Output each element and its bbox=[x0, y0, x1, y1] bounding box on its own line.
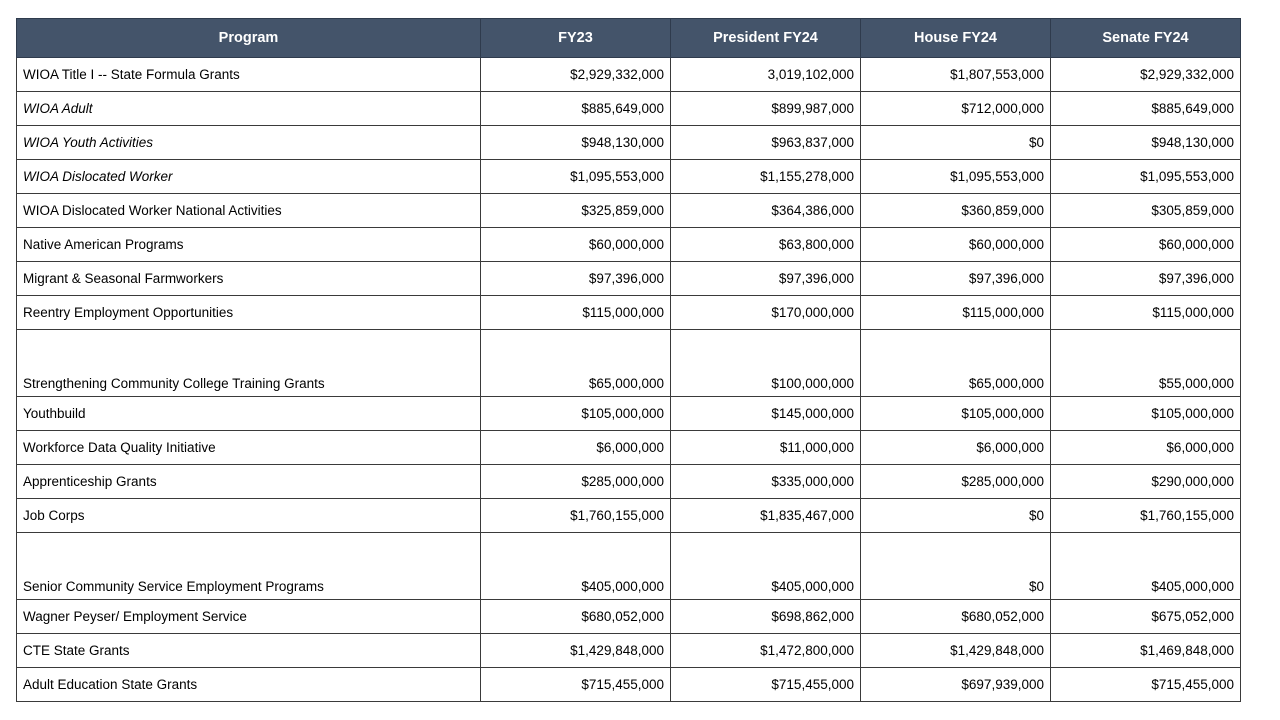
cell-program: Senior Community Service Employment Programs bbox=[17, 533, 481, 600]
cell-president_fy24: $1,155,278,000 bbox=[671, 160, 861, 194]
cell-fy23: $285,000,000 bbox=[481, 465, 671, 499]
cell-fy23: $105,000,000 bbox=[481, 397, 671, 431]
cell-fy23: $325,859,000 bbox=[481, 194, 671, 228]
cell-fy23: $1,760,155,000 bbox=[481, 499, 671, 533]
cell-fy23: $97,396,000 bbox=[481, 262, 671, 296]
table-row bbox=[17, 533, 1241, 600]
cell-fy23: $715,455,000 bbox=[481, 668, 671, 702]
cell-program: WIOA Adult bbox=[17, 92, 481, 126]
cell-program: Job Corps bbox=[17, 499, 481, 533]
cell-program: WIOA Dislocated Worker bbox=[17, 160, 481, 194]
table-row bbox=[17, 92, 1241, 126]
cell-program: Reentry Employment Opportunities bbox=[17, 296, 481, 330]
cell-senate_fy24: $105,000,000 bbox=[1051, 397, 1241, 431]
cell-house_fy24: $680,052,000 bbox=[861, 600, 1051, 634]
cell-program: Migrant & Seasonal Farmworkers bbox=[17, 262, 481, 296]
column-header-president-fy24: President FY24 bbox=[671, 19, 861, 58]
cell-program: Workforce Data Quality Initiative bbox=[17, 431, 481, 465]
cell-fy23: $65,000,000 bbox=[481, 330, 671, 397]
cell-president_fy24: $899,987,000 bbox=[671, 92, 861, 126]
cell-program: Strengthening Community College Training Grants bbox=[17, 330, 481, 397]
cell-senate_fy24: $97,396,000 bbox=[1051, 262, 1241, 296]
cell-president_fy24: $405,000,000 bbox=[671, 533, 861, 600]
cell-fy23: $948,130,000 bbox=[481, 126, 671, 160]
cell-fy23: $115,000,000 bbox=[481, 296, 671, 330]
cell-house_fy24: $697,939,000 bbox=[861, 668, 1051, 702]
cell-program: Adult Education State Grants bbox=[17, 668, 481, 702]
cell-senate_fy24: $1,469,848,000 bbox=[1051, 634, 1241, 668]
cell-president_fy24: $1,835,467,000 bbox=[671, 499, 861, 533]
cell-president_fy24: $963,837,000 bbox=[671, 126, 861, 160]
cell-senate_fy24: $948,130,000 bbox=[1051, 126, 1241, 160]
cell-president_fy24: 3,019,102,000 bbox=[671, 58, 861, 92]
table-row bbox=[17, 330, 1241, 397]
cell-senate_fy24: $55,000,000 bbox=[1051, 330, 1241, 397]
table-header bbox=[17, 19, 1241, 58]
cell-house_fy24: $360,859,000 bbox=[861, 194, 1051, 228]
cell-house_fy24: $115,000,000 bbox=[861, 296, 1051, 330]
cell-house_fy24: $285,000,000 bbox=[861, 465, 1051, 499]
cell-president_fy24: $145,000,000 bbox=[671, 397, 861, 431]
table-row bbox=[17, 58, 1241, 92]
cell-house_fy24: $0 bbox=[861, 126, 1051, 160]
cell-house_fy24: $1,095,553,000 bbox=[861, 160, 1051, 194]
cell-senate_fy24: $405,000,000 bbox=[1051, 533, 1241, 600]
table-row bbox=[17, 160, 1241, 194]
cell-president_fy24: $715,455,000 bbox=[671, 668, 861, 702]
column-header-program: Program bbox=[17, 19, 481, 58]
cell-senate_fy24: $675,052,000 bbox=[1051, 600, 1241, 634]
column-header-senate-fy24: Senate FY24 bbox=[1051, 19, 1241, 58]
cell-program: WIOA Dislocated Worker National Activities bbox=[17, 194, 481, 228]
cell-president_fy24: $11,000,000 bbox=[671, 431, 861, 465]
cell-program: Youthbuild bbox=[17, 397, 481, 431]
cell-house_fy24: $6,000,000 bbox=[861, 431, 1051, 465]
cell-senate_fy24: $305,859,000 bbox=[1051, 194, 1241, 228]
table-row bbox=[17, 296, 1241, 330]
cell-senate_fy24: $115,000,000 bbox=[1051, 296, 1241, 330]
cell-senate_fy24: $2,929,332,000 bbox=[1051, 58, 1241, 92]
cell-president_fy24: $335,000,000 bbox=[671, 465, 861, 499]
table-header-row bbox=[17, 19, 1241, 58]
table-row bbox=[17, 431, 1241, 465]
table-body bbox=[17, 58, 1241, 702]
cell-fy23: $1,429,848,000 bbox=[481, 634, 671, 668]
cell-fy23: $405,000,000 bbox=[481, 533, 671, 600]
cell-president_fy24: $698,862,000 bbox=[671, 600, 861, 634]
cell-senate_fy24: $715,455,000 bbox=[1051, 668, 1241, 702]
table-row bbox=[17, 397, 1241, 431]
cell-fy23: $6,000,000 bbox=[481, 431, 671, 465]
cell-senate_fy24: $1,095,553,000 bbox=[1051, 160, 1241, 194]
cell-program: Apprenticeship Grants bbox=[17, 465, 481, 499]
table-row bbox=[17, 600, 1241, 634]
cell-senate_fy24: $885,649,000 bbox=[1051, 92, 1241, 126]
cell-president_fy24: $364,386,000 bbox=[671, 194, 861, 228]
table-row bbox=[17, 465, 1241, 499]
cell-program: Wagner Peyser/ Employment Service bbox=[17, 600, 481, 634]
table-row bbox=[17, 262, 1241, 296]
cell-program: WIOA Youth Activities bbox=[17, 126, 481, 160]
cell-program: Native American Programs bbox=[17, 228, 481, 262]
cell-president_fy24: $100,000,000 bbox=[671, 330, 861, 397]
table-row bbox=[17, 634, 1241, 668]
cell-house_fy24: $60,000,000 bbox=[861, 228, 1051, 262]
cell-house_fy24: $712,000,000 bbox=[861, 92, 1051, 126]
cell-fy23: $2,929,332,000 bbox=[481, 58, 671, 92]
cell-house_fy24: $105,000,000 bbox=[861, 397, 1051, 431]
cell-senate_fy24: $60,000,000 bbox=[1051, 228, 1241, 262]
cell-house_fy24: $0 bbox=[861, 499, 1051, 533]
cell-president_fy24: $97,396,000 bbox=[671, 262, 861, 296]
cell-house_fy24: $1,429,848,000 bbox=[861, 634, 1051, 668]
cell-fy23: $885,649,000 bbox=[481, 92, 671, 126]
cell-fy23: $1,095,553,000 bbox=[481, 160, 671, 194]
cell-president_fy24: $1,472,800,000 bbox=[671, 634, 861, 668]
cell-house_fy24: $0 bbox=[861, 533, 1051, 600]
cell-fy23: $60,000,000 bbox=[481, 228, 671, 262]
table-row bbox=[17, 499, 1241, 533]
cell-program: CTE State Grants bbox=[17, 634, 481, 668]
cell-program: WIOA Title I -- State Formula Grants bbox=[17, 58, 481, 92]
cell-senate_fy24: $290,000,000 bbox=[1051, 465, 1241, 499]
cell-president_fy24: $170,000,000 bbox=[671, 296, 861, 330]
table-row bbox=[17, 668, 1241, 702]
cell-house_fy24: $1,807,553,000 bbox=[861, 58, 1051, 92]
cell-senate_fy24: $6,000,000 bbox=[1051, 431, 1241, 465]
cell-house_fy24: $97,396,000 bbox=[861, 262, 1051, 296]
cell-senate_fy24: $1,760,155,000 bbox=[1051, 499, 1241, 533]
column-header-house-fy24: House FY24 bbox=[861, 19, 1051, 58]
cell-president_fy24: $63,800,000 bbox=[671, 228, 861, 262]
table-row bbox=[17, 126, 1241, 160]
table-row bbox=[17, 194, 1241, 228]
table-row bbox=[17, 228, 1241, 262]
budget-table bbox=[16, 18, 1241, 702]
cell-house_fy24: $65,000,000 bbox=[861, 330, 1051, 397]
column-header-fy23: FY23 bbox=[481, 19, 671, 58]
cell-fy23: $680,052,000 bbox=[481, 600, 671, 634]
